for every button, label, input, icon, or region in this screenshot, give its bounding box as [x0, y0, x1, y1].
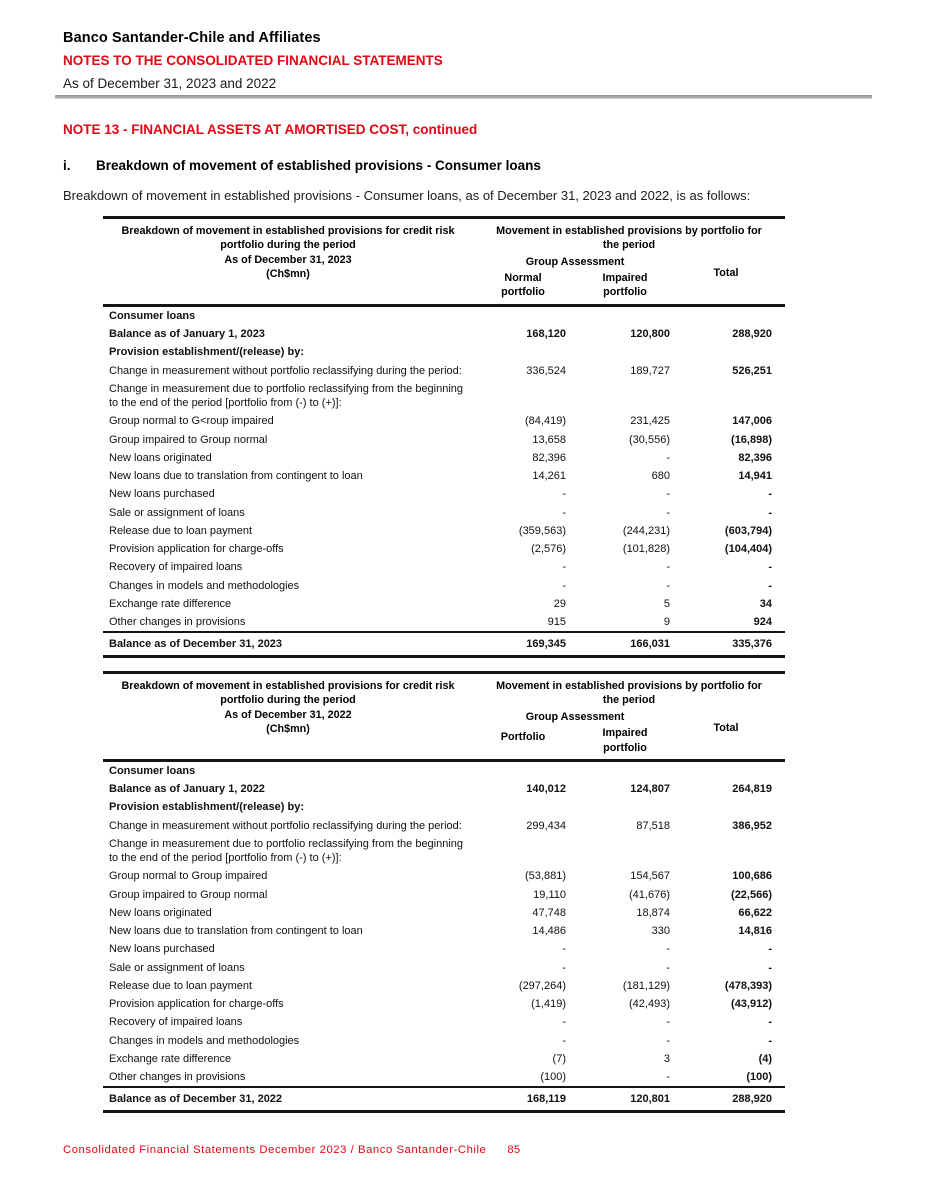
company-name: Banco Santander-Chile and Affiliates [63, 30, 321, 46]
cell-value [573, 380, 677, 412]
row-label [103, 1068, 473, 1087]
cell-value: 18,874 [636, 906, 670, 919]
table-row [103, 1013, 785, 1031]
row-label-line: New loans purchased [109, 943, 215, 956]
table-row [103, 305, 785, 325]
row-label-line: Change in measurement without portfolio reclassifying during the period: [109, 819, 462, 832]
row-label [103, 1013, 473, 1031]
left-header-line: As of December 31, 2022 [224, 708, 352, 721]
row-label [103, 940, 473, 958]
header-row [103, 218, 785, 254]
cell-value: - [768, 561, 773, 574]
cell-value [677, 798, 785, 816]
row-label-line: Sale or assignment of loans [109, 506, 245, 519]
left-header-line: portfolio during the period [220, 694, 356, 707]
cell-value [473, 380, 573, 412]
closing-balance-row [103, 1087, 785, 1111]
cell-value: 87,518 [636, 819, 670, 832]
row-label-line: Group impaired to Group normal [109, 888, 268, 901]
row-label [103, 412, 473, 430]
cell-value: 288,920 [732, 328, 773, 341]
cell-value [573, 835, 677, 867]
cell-value: (4) [758, 1053, 773, 1066]
cell-value: 14,486 [532, 925, 566, 938]
cell-value [677, 305, 785, 325]
cell-value: 299,434 [526, 819, 566, 832]
column-header [573, 725, 677, 760]
footer [63, 1144, 520, 1156]
row-label [103, 430, 473, 448]
row-label-line: Recovery of impaired loans [109, 1016, 243, 1029]
cell-value: - [666, 943, 670, 956]
cell-value: - [768, 579, 773, 592]
table-row [103, 959, 785, 977]
table-body [103, 760, 785, 1087]
header-row [103, 673, 785, 709]
table-row [103, 835, 785, 867]
cell-value: - [562, 1016, 566, 1029]
cell-value: (100) [540, 1071, 566, 1084]
closing-balance-label: Balance as of December 31, 2023 [109, 637, 283, 650]
cell-value: - [562, 943, 566, 956]
cell-value: 66,622 [738, 906, 773, 919]
column-header-total: Total [713, 721, 739, 734]
cell-value [473, 760, 573, 780]
row-label [103, 798, 473, 816]
table-row [103, 817, 785, 835]
left-header-line: portfolio during the period [220, 239, 356, 252]
column-header [573, 270, 677, 305]
cell-value: - [562, 961, 566, 974]
footer-text: Consolidated Financial Statements December 2023 / Banco Santander-Chile [63, 1144, 487, 1156]
table-row [103, 867, 785, 885]
cell-value [677, 835, 785, 867]
row-label [103, 380, 473, 412]
row-label-line: Provision establishment/(release) by: [109, 346, 305, 359]
cell-value: (30,556) [629, 433, 670, 446]
table-row [103, 343, 785, 361]
left-header-line: Breakdown of movement in established provisions for credit risk [121, 680, 455, 693]
column-header [473, 725, 573, 760]
cell-value: (16,898) [731, 433, 773, 446]
notes-title: NOTES TO THE CONSOLIDATED FINANCIAL STATEMENTS [63, 53, 443, 68]
cell-value: (22,566) [731, 888, 773, 901]
cell-value: 34 [759, 597, 773, 610]
cell-value: (101,828) [622, 543, 670, 556]
table-row [103, 558, 785, 576]
cell-value: - [666, 561, 670, 574]
table-row [103, 595, 785, 613]
row-label-line: Release due to loan payment [109, 979, 253, 992]
row-label-line: Group normal to Group impaired [109, 870, 268, 883]
row-label [103, 343, 473, 361]
row-label-line: New loans due to translation from contingent to loan [109, 925, 363, 938]
cell-value: 5 [663, 597, 670, 610]
table-row [103, 485, 785, 503]
cell-value: (297,264) [518, 979, 566, 992]
row-label-line: Release due to loan payment [109, 524, 253, 537]
row-label [103, 504, 473, 522]
column-header-line: Impaired [602, 727, 648, 740]
table-row [103, 449, 785, 467]
table-row [103, 940, 785, 958]
row-label [103, 485, 473, 503]
cell-value [677, 380, 785, 412]
column-header-line: Portfolio [500, 731, 546, 744]
row-label [103, 1050, 473, 1068]
row-label-line: Changes in models and methodologies [109, 579, 300, 592]
cell-value: 120,800 [630, 328, 670, 341]
cell-value: - [562, 1034, 566, 1047]
cell-value: 924 [753, 616, 773, 629]
table-row [103, 886, 785, 904]
cell-value: 124,807 [630, 783, 670, 796]
closing-balance-label: Balance as of December 31, 2022 [109, 1093, 283, 1106]
row-label-line: Changes in models and methodologies [109, 1034, 300, 1047]
row-label [103, 995, 473, 1013]
cell-value: 100,686 [732, 870, 773, 883]
row-label [103, 325, 473, 343]
note-title: NOTE 13 - FINANCIAL ASSETS AT AMORTISED COST, continued [63, 122, 478, 137]
row-label [103, 817, 473, 835]
left-header-line: Breakdown of movement in established provisions for credit risk [121, 225, 455, 237]
column-header-line: portfolio [603, 286, 647, 299]
closing-balance-value: 169,345 [526, 637, 566, 650]
table-row [103, 904, 785, 922]
row-label-line: Exchange rate difference [109, 1053, 232, 1066]
row-label-line: Group impaired to Group normal [109, 433, 268, 446]
table-row [103, 430, 785, 448]
closing-balance-value: 335,376 [732, 637, 773, 650]
table-row [103, 760, 785, 780]
cell-value: 680 [651, 470, 670, 483]
table-footer [103, 632, 785, 656]
cell-value: - [666, 488, 670, 501]
row-label [103, 977, 473, 995]
row-label-line: Exchange rate difference [109, 597, 232, 610]
group-assessment-header: Group Assessment [525, 710, 625, 723]
row-label-line: to the end of the period [portfolio from (-) to (+)]: [109, 397, 342, 410]
table-row [103, 467, 785, 485]
cell-value [473, 835, 573, 867]
cell-value: 82,396 [532, 451, 566, 464]
cell-value: 189,727 [630, 364, 670, 377]
cell-value: - [562, 506, 566, 519]
row-label-line: Change in measurement due to portfolio reclassifying from the beginning [109, 838, 464, 851]
closing-balance-value: 168,119 [526, 1093, 566, 1106]
cell-value: 330 [651, 925, 670, 938]
cell-value: - [666, 1016, 670, 1029]
table-row [103, 1050, 785, 1068]
cell-value: - [562, 579, 566, 592]
row-label [103, 904, 473, 922]
cell-value: 13,658 [532, 433, 566, 446]
cell-value: (84,419) [525, 415, 566, 428]
cell-value: 29 [553, 597, 566, 610]
cell-value: (603,794) [724, 524, 773, 537]
table-right-header: Movement in established provisions by portfolio for the period [496, 680, 762, 707]
closing-balance-value: 166,031 [630, 637, 670, 650]
table-row [103, 977, 785, 995]
table-row [103, 798, 785, 816]
cell-value: 47,748 [532, 906, 566, 919]
cell-value: 168,120 [526, 328, 566, 341]
cell-value: - [768, 1034, 773, 1047]
cell-value: (42,493) [629, 998, 670, 1011]
column-header-line: portfolio [501, 286, 545, 299]
cell-value: 336,524 [526, 364, 566, 377]
cell-value: (53,881) [525, 870, 566, 883]
row-label-line: New loans originated [109, 906, 212, 919]
cell-value: (1,419) [531, 998, 566, 1011]
row-label-line: Balance as of January 1, 2023 [109, 328, 265, 341]
intro-text: Breakdown of movement in established provisions - Consumer loans, as of December 31, 2023 and 2022, is as follows: [63, 188, 751, 203]
row-label-line: Change in measurement without portfolio reclassifying during the period: [109, 364, 462, 377]
table-row [103, 613, 785, 632]
row-label [103, 522, 473, 540]
table-footer [103, 1087, 785, 1111]
cell-value: (7) [552, 1053, 566, 1066]
cell-value [473, 798, 573, 816]
table-row [103, 995, 785, 1013]
provisions-table-2022 [63, 671, 875, 1113]
cell-value: - [768, 943, 773, 956]
row-label [103, 362, 473, 380]
row-label [103, 959, 473, 977]
row-label [103, 305, 473, 325]
column-header [473, 270, 573, 305]
cell-value [573, 305, 677, 325]
cell-value: 231,425 [630, 415, 670, 428]
row-label [103, 577, 473, 595]
row-label-line: New loans originated [109, 451, 212, 464]
cell-value: - [768, 961, 773, 974]
cell-value: 154,567 [630, 870, 670, 883]
table-header [103, 673, 785, 761]
table-body [103, 305, 785, 632]
left-header-line: (Ch$mn) [266, 268, 310, 281]
cell-value: (104,404) [724, 543, 773, 556]
row-label-line: Other changes in provisions [109, 616, 246, 629]
cell-value: (43,912) [731, 998, 773, 1011]
table-row [103, 504, 785, 522]
cell-value: 9 [663, 616, 670, 629]
row-label-line: Provision application for charge-offs [109, 543, 284, 556]
row-label [103, 760, 473, 780]
header-divider [55, 95, 872, 99]
left-header-line: As of December 31, 2023 [224, 253, 352, 266]
row-label-line: Provision application for charge-offs [109, 998, 284, 1011]
row-label-line: New loans due to translation from contingent to loan [109, 470, 363, 483]
table-row [103, 380, 785, 412]
cell-value [573, 798, 677, 816]
cell-value: 147,006 [732, 415, 773, 428]
page-number: 85 [507, 1144, 521, 1156]
table-row [103, 577, 785, 595]
table-row [103, 1032, 785, 1050]
row-label-line: to the end of the period [portfolio from (-) to (+)]: [109, 852, 342, 865]
cell-value: 14,816 [738, 925, 773, 938]
row-label [103, 467, 473, 485]
closing-balance-value: 288,920 [732, 1093, 773, 1106]
movement-table [103, 671, 785, 1113]
row-label [103, 613, 473, 632]
row-label [103, 1032, 473, 1050]
row-label-line: New loans purchased [109, 488, 215, 501]
cell-value: 14,261 [532, 470, 566, 483]
cell-value: - [666, 506, 670, 519]
table-row [103, 922, 785, 940]
cell-value: - [666, 1034, 670, 1047]
row-label-line: Other changes in provisions [109, 1071, 246, 1084]
table-row [103, 325, 785, 343]
table-row [103, 780, 785, 798]
cell-value: (2,576) [531, 543, 566, 556]
row-label-line: Provision establishment/(release) by: [109, 801, 305, 814]
column-header-line: Impaired [602, 272, 648, 285]
row-label [103, 886, 473, 904]
table-row [103, 362, 785, 380]
cell-value: (478,393) [724, 979, 773, 992]
section-index: i. [63, 158, 71, 173]
table-left-header [103, 218, 473, 306]
row-label-line: Group normal to G<roup impaired [109, 415, 274, 428]
column-header-total: Total [713, 266, 739, 279]
provisions-table-2023 [63, 216, 875, 658]
cell-value: 3 [663, 1053, 670, 1066]
table-left-header [103, 673, 473, 761]
cell-value: 264,819 [732, 783, 773, 796]
row-label-line: Consumer loans [109, 309, 196, 322]
row-label-line: Recovery of impaired loans [109, 561, 243, 574]
row-label [103, 558, 473, 576]
page-content [63, 30, 875, 1113]
cell-value: - [768, 506, 773, 519]
cell-value: 14,941 [738, 470, 773, 483]
cell-value: 915 [547, 616, 566, 629]
row-label [103, 922, 473, 940]
closing-balance-value: 120,801 [630, 1093, 670, 1106]
table-row [103, 540, 785, 558]
column-header-line: Normal [504, 272, 542, 285]
row-label-line: Consumer loans [109, 764, 196, 777]
cell-value: 386,952 [732, 819, 773, 832]
row-label-line: Change in measurement due to portfolio reclassifying from the beginning [109, 382, 464, 395]
table-row [103, 412, 785, 430]
table-row [103, 522, 785, 540]
cell-value: 526,251 [732, 364, 773, 377]
table-row [103, 1068, 785, 1087]
cell-value: 19,110 [533, 888, 566, 901]
cell-value: 82,396 [738, 451, 773, 464]
cell-value: - [562, 488, 566, 501]
row-label-line: Sale or assignment of loans [109, 961, 245, 974]
cell-value: (41,676) [629, 888, 670, 901]
section-title: Breakdown of movement of established provisions - Consumer loans [96, 158, 541, 173]
row-label [103, 540, 473, 558]
cell-value: (100) [746, 1071, 773, 1084]
movement-table [103, 216, 785, 658]
cell-value: - [666, 579, 670, 592]
cell-value [573, 760, 677, 780]
cell-value: (181,129) [622, 979, 670, 992]
table-right-header: Movement in established provisions by portfolio for the period [496, 225, 762, 252]
row-label [103, 780, 473, 798]
table-header [103, 218, 785, 306]
cell-value [677, 760, 785, 780]
left-header-line: (Ch$mn) [266, 723, 310, 736]
row-label [103, 867, 473, 885]
column-header-line: portfolio [603, 741, 647, 754]
cell-value: - [666, 451, 670, 464]
cell-value [573, 343, 677, 361]
closing-balance-row [103, 632, 785, 656]
date-line: As of December 31, 2023 and 2022 [63, 76, 277, 91]
cell-value: (359,563) [518, 524, 566, 537]
cell-value: - [768, 1016, 773, 1029]
row-label [103, 449, 473, 467]
cell-value [473, 343, 573, 361]
row-label [103, 595, 473, 613]
row-label [103, 835, 473, 867]
cell-value: 140,012 [526, 783, 566, 796]
row-label-line: Balance as of January 1, 2022 [109, 783, 265, 796]
cell-value [473, 305, 573, 325]
cell-value: - [768, 488, 773, 501]
group-assessment-header: Group Assessment [525, 255, 625, 268]
cell-value: - [666, 961, 670, 974]
cell-value: (244,231) [622, 524, 670, 537]
cell-value [677, 343, 785, 361]
cell-value: - [562, 561, 566, 574]
section-heading [63, 158, 875, 173]
cell-value: - [666, 1071, 670, 1084]
